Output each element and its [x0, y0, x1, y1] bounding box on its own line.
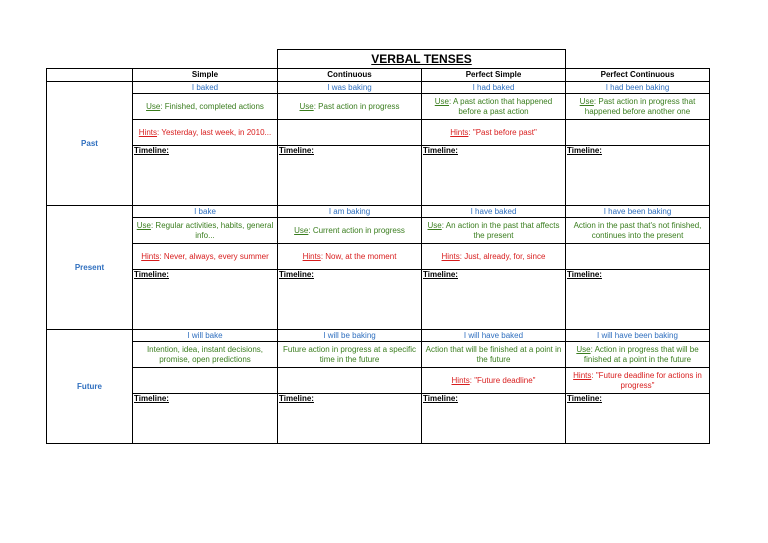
- colon-sep: :: [593, 96, 599, 106]
- hint-label: Hints: [573, 370, 592, 380]
- hint-row: [47, 368, 710, 394]
- hint-label: Hints: [450, 127, 469, 137]
- use-row: [47, 218, 710, 244]
- timeline-label: Timeline:: [423, 270, 458, 279]
- timeline-row: [47, 146, 710, 206]
- timeline-cell: [133, 270, 278, 330]
- colon-sep: :: [590, 344, 595, 354]
- use-row: [47, 342, 710, 368]
- use-cell: [566, 342, 710, 368]
- hint-text: Now, at the moment: [325, 251, 397, 261]
- timeline-cell: [133, 394, 278, 444]
- timeline-cell: [278, 394, 422, 444]
- timeline-label: Timeline:: [134, 146, 169, 155]
- colon-sep: :: [320, 251, 326, 261]
- timeline-cell: [566, 270, 710, 330]
- use-cell: [422, 342, 566, 368]
- tense-example: I have been baking: [566, 206, 710, 218]
- colon-sep: :: [157, 127, 162, 137]
- timeline-label: Timeline:: [423, 146, 458, 155]
- use-text: A past action that happened before a past action: [453, 96, 553, 116]
- hint-label: Hints: [302, 251, 321, 261]
- use-label: Use: [579, 96, 594, 106]
- timeline-cell: [422, 270, 566, 330]
- hint-row: [47, 120, 710, 146]
- colon-sep: :: [441, 220, 446, 230]
- use-label: Use: [146, 101, 161, 111]
- timeline-label: Timeline:: [279, 146, 314, 155]
- timeline-label: Timeline:: [134, 394, 169, 403]
- tense-example: I had been baking: [566, 82, 710, 94]
- use-text: Current action in progress: [312, 225, 405, 235]
- tense-example: I am baking: [278, 206, 422, 218]
- hint-cell: [566, 368, 710, 394]
- use-cell: [133, 218, 278, 244]
- use-label: Use: [434, 96, 449, 106]
- timeline-cell: [278, 146, 422, 206]
- use-text: Regular activities, habits, general info...: [155, 220, 274, 240]
- use-text: Future action in progress at a specific time in the future: [283, 344, 416, 364]
- timeline-cell: [566, 146, 710, 206]
- hint-cell: [566, 244, 710, 270]
- tense-example: I baked: [133, 82, 278, 94]
- hint-text: Just, already, for, since: [464, 251, 546, 261]
- hint-cell: [133, 120, 278, 146]
- tense-row: [47, 82, 710, 94]
- use-cell: [566, 94, 710, 120]
- column-header: Simple: [133, 69, 278, 82]
- use-text: Past action in progress: [318, 101, 400, 111]
- use-label: Use: [576, 344, 591, 354]
- table-title: [277, 49, 566, 68]
- tense-example: I will have baked: [422, 330, 566, 342]
- hint-cell: [133, 368, 278, 394]
- hint-label: Hints: [138, 127, 158, 137]
- colon-sep: :: [159, 251, 164, 261]
- timeline-label: Timeline:: [279, 270, 314, 279]
- colon-sep: :: [308, 225, 313, 235]
- hint-text: "Past before past": [472, 127, 537, 137]
- timeline-label: Timeline:: [567, 270, 602, 279]
- tense-example: I will have been baking: [566, 330, 710, 342]
- hint-text: "Future deadline for actions in progress": [595, 370, 702, 390]
- timeline-label: Timeline:: [279, 394, 314, 403]
- row-header: Present: [47, 206, 133, 330]
- hint-cell: [278, 244, 422, 270]
- timeline-label: Timeline:: [134, 270, 169, 279]
- timeline-cell: [133, 146, 278, 206]
- timeline-row: [47, 394, 710, 444]
- colon-sep: :: [591, 370, 596, 380]
- use-cell: [278, 342, 422, 368]
- hint-cell: [422, 368, 566, 394]
- use-cell: [278, 94, 422, 120]
- column-header-row: [47, 69, 710, 82]
- use-cell: [422, 218, 566, 244]
- hint-label: Hints: [141, 251, 160, 261]
- row-header: Future: [47, 330, 133, 444]
- timeline-cell: [566, 394, 710, 444]
- use-cell: [566, 218, 710, 244]
- use-label: Use: [294, 225, 309, 235]
- use-text: Past action in progress that happened before another one: [584, 96, 696, 116]
- use-cell: [278, 218, 422, 244]
- column-header: Continuous: [278, 69, 422, 82]
- hint-cell: [422, 244, 566, 270]
- hint-cell: [133, 244, 278, 270]
- hint-cell: [422, 120, 566, 146]
- verbal-tenses-table: [46, 68, 710, 444]
- hint-text: Never, always, every summer: [163, 251, 269, 261]
- hint-cell: [566, 120, 710, 146]
- tense-example: I have baked: [422, 206, 566, 218]
- hint-label: Hints: [451, 375, 470, 385]
- use-text: Intention, idea, instant decisions, promise, open predictions: [146, 344, 264, 364]
- colon-sep: :: [150, 220, 156, 230]
- timeline-label: Timeline:: [567, 394, 602, 403]
- hint-cell: [278, 368, 422, 394]
- use-text: Action that will be finished at a point in the future: [425, 344, 562, 364]
- column-header: Perfect Simple: [422, 69, 566, 82]
- timeline-cell: [422, 146, 566, 206]
- timeline-cell: [422, 394, 566, 444]
- use-label: Use: [427, 220, 442, 230]
- use-text: Finished, completed actions: [164, 101, 264, 111]
- tense-row: [47, 330, 710, 342]
- use-text: Action in progress that will be finished at a point in the future: [583, 344, 699, 364]
- use-label: Use: [299, 101, 314, 111]
- timeline-row: [47, 270, 710, 330]
- colon-sep: :: [469, 375, 475, 385]
- colon-sep: :: [160, 101, 165, 111]
- use-row: [47, 94, 710, 120]
- colon-sep: :: [449, 96, 454, 106]
- hint-text: Yesterday, last week, in 2010...: [161, 127, 272, 137]
- timeline-cell: [278, 270, 422, 330]
- use-label: Use: [136, 220, 151, 230]
- timeline-label: Timeline:: [567, 146, 602, 155]
- tense-example: I bake: [133, 206, 278, 218]
- use-cell: [133, 94, 278, 120]
- column-header: Perfect Continuous: [566, 69, 710, 82]
- colon-sep: :: [313, 101, 319, 111]
- use-text: An action in the past that affects the present: [445, 220, 560, 240]
- use-cell: [133, 342, 278, 368]
- title-text: VERBAL TENSES: [371, 52, 472, 66]
- tense-row: [47, 206, 710, 218]
- hint-text: "Future deadline": [474, 375, 536, 385]
- corner-cell: [47, 69, 133, 82]
- tense-example: I was baking: [278, 82, 422, 94]
- use-cell: [422, 94, 566, 120]
- hint-row: [47, 244, 710, 270]
- tense-example: I will bake: [133, 330, 278, 342]
- row-header: Past: [47, 82, 133, 206]
- timeline-label: Timeline:: [423, 394, 458, 403]
- colon-sep: :: [468, 127, 473, 137]
- hint-label: Hints: [441, 251, 460, 261]
- colon-sep: :: [459, 251, 465, 261]
- tense-example: I had baked: [422, 82, 566, 94]
- tense-example: I will be baking: [278, 330, 422, 342]
- use-text: Action in the past that's not finished, continues into the present: [573, 220, 702, 240]
- hint-cell: [278, 120, 422, 146]
